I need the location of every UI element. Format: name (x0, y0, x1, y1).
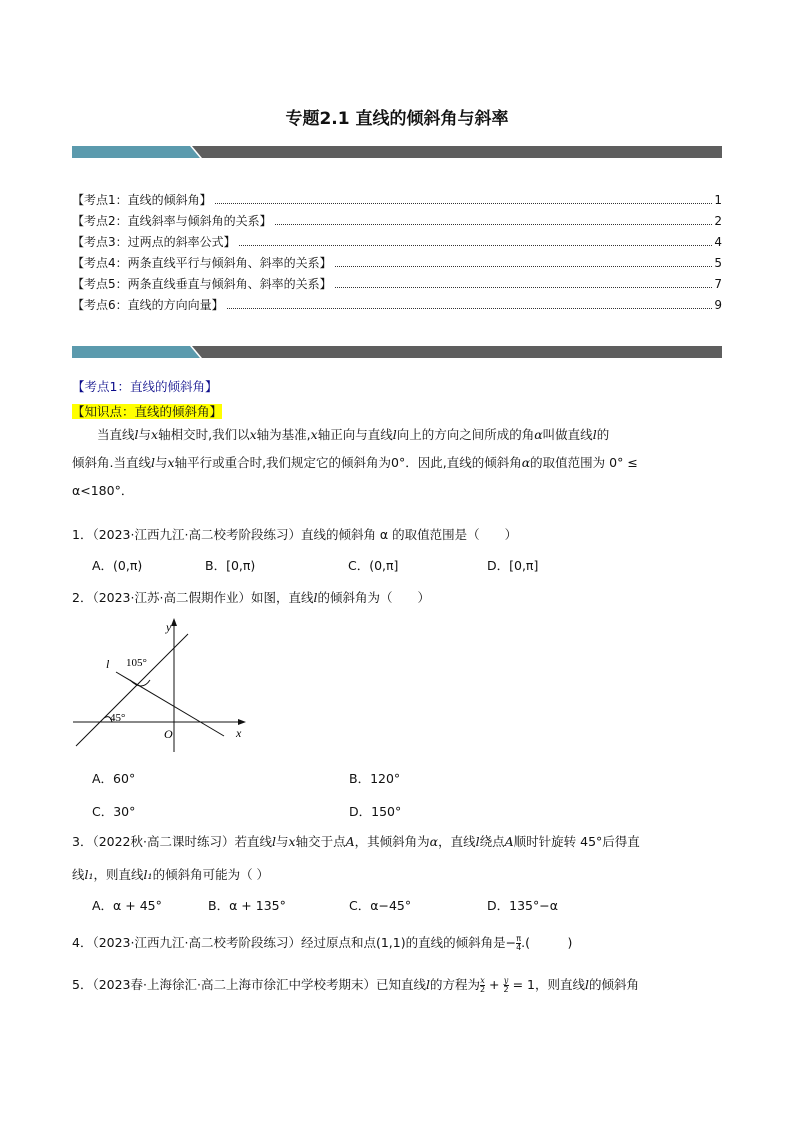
q2-option-c[interactable]: C．30° (92, 804, 136, 819)
section-divider-bar (72, 346, 722, 358)
fig-label-x: x (236, 726, 242, 740)
q1-option-c[interactable]: C．(0,π] (348, 558, 399, 573)
q3-option-a[interactable]: A．α + 45° (92, 898, 162, 913)
question-5-stem: 5．（2023春·上海徐汇·高二上海市徐汇中学校考期末）已知直线l的方程为 $\frac{x}{2}$ + $\frac{y}{2}$ = 1，则直线l的倾斜角 (72, 976, 639, 994)
q2-option-d[interactable]: D．150° (349, 804, 402, 819)
toc-entry[interactable]: 【考点4：两条直线平行与倾斜角、斜率的关系】 5 (72, 256, 722, 270)
fig-label-l: l (106, 657, 110, 671)
fig-label-105: 105° (126, 657, 147, 669)
fig-label-y: y (166, 620, 172, 634)
q3-option-d[interactable]: D．135°−α (487, 898, 558, 913)
section-heading: 【考点1：直线的倾斜角】 (72, 379, 218, 394)
q3-option-b[interactable]: B．α + 135° (208, 898, 286, 913)
knowledge-label: 【知识点：直线的倾斜角】 (72, 404, 223, 419)
q3-option-c[interactable]: C．α−45° (349, 898, 412, 913)
toc-entry[interactable]: 【考点3：过两点的斜率公式】 4 (72, 235, 722, 249)
fig-label-45: 45° (110, 712, 126, 724)
question-2-stem: 2．（2023·江苏·高二假期作业）如图，直线l的倾斜角为（ ） (72, 590, 430, 605)
q1-option-d[interactable]: D．[0,π] (487, 558, 539, 573)
question-3-stem-line2: 线l₁，则直线l₁的倾斜角可能为（ ） (72, 867, 270, 882)
page-title: 专题2.1 直线的倾斜角与斜率 (285, 109, 509, 129)
fig-label-origin: O (164, 727, 173, 741)
toc-entry[interactable]: 【考点5：两条直线垂直与倾斜角、斜率的关系】 7 (72, 277, 722, 291)
knowledge-paragraph: 当直线l与x轴相交时,我们以x轴为基准,x轴正向与直线l向上的方向之间所成的角α叫做直线l的 倾斜角.当直线l与x轴平行或重合时,我们规定它的倾斜角为0°．因此,直线的倾斜角α的取值范围为 0° ≤ α<180°． (72, 427, 638, 498)
toc-entry[interactable]: 【考点6：直线的方向向量】 9 (72, 298, 722, 312)
toc-entry[interactable]: 【考点1：直线的倾斜角】 1 (72, 193, 722, 207)
title-divider-bar (72, 146, 722, 158)
q1-option-a[interactable]: A．(0,π) (92, 558, 143, 573)
q2-option-a[interactable]: A．60° (92, 771, 136, 786)
toc-entry[interactable]: 【考点2：直线斜率与倾斜角的关系】 2 (72, 214, 722, 228)
q2-option-b[interactable]: B．120° (349, 771, 401, 786)
question-4-stem: 4．（2023·江西九江·高二校考阶段练习）经过原点和点(1,1)的直线的倾斜角是− $\frac{\pi}{4}$ .( ) (72, 934, 573, 952)
q1-option-b[interactable]: B．[0,π) (205, 558, 256, 573)
question-1-stem: 1．（2023·江西九江·高二校考阶段练习）直线的倾斜角 α 的取值范围是（ ） (72, 527, 518, 542)
question-3-stem: 3．（2022秋·高二课时练习）若直线l与x轴交于点A，其倾斜角为α，直线l绕点A顺时针旋转 45°后得直 (72, 834, 640, 849)
table-of-contents (72, 191, 722, 317)
line-angle-figure (70, 614, 250, 754)
